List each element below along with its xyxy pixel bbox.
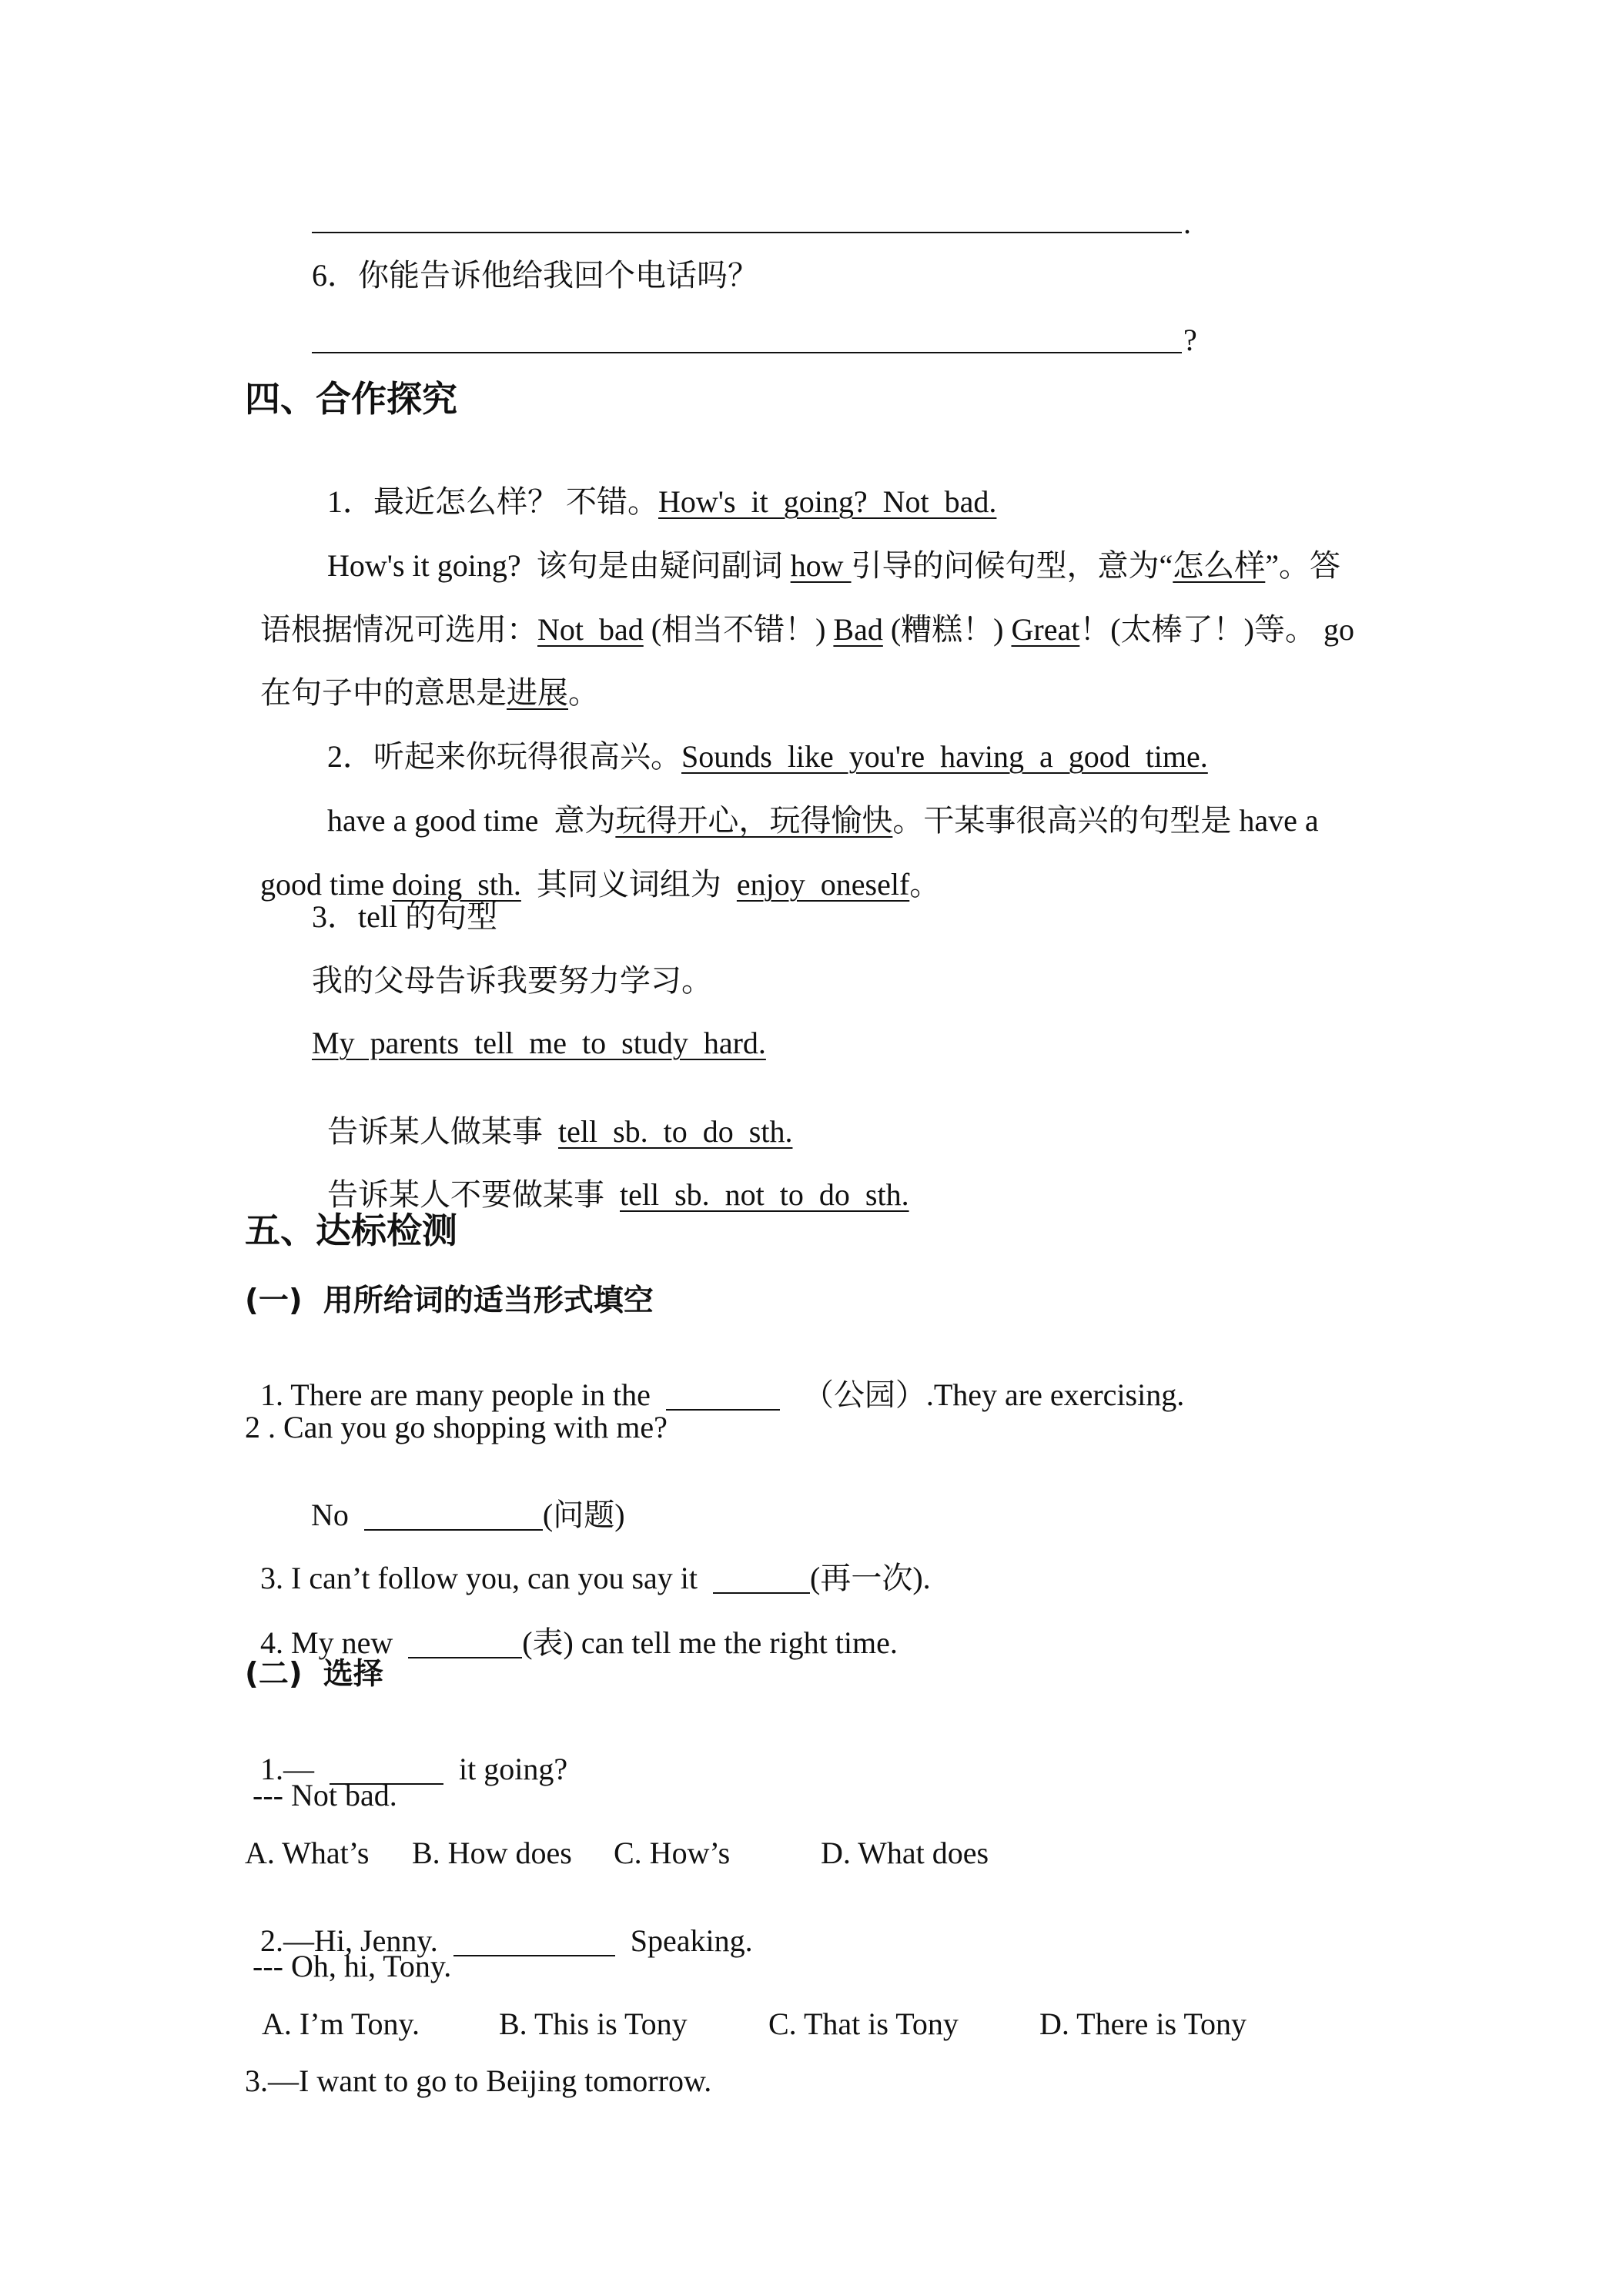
choice-question-3: 3.—I want to go to Beijing tomorrow.	[245, 2063, 712, 2098]
point-3-label: 3．tell 的句型	[312, 899, 498, 934]
point-1-explain-a: How's it going? 该句是由疑问副词 how 引导的问候句型，意为“怎么样”。答	[327, 548, 1341, 583]
fill-question-2-answer: No (问题)	[311, 1498, 625, 1532]
fill-blank-2[interactable]	[364, 1503, 543, 1531]
choice-question-1-reply: --- Not bad.	[253, 1778, 397, 1812]
section-4-title: 四、合作探究	[245, 378, 457, 420]
choice-1-option-b[interactable]: B. How does	[412, 1836, 572, 1870]
point-1-label: 1．最近怎么样？ 不错。	[327, 484, 658, 519]
choice-question-2-reply: --- Oh, hi, Tony.	[253, 1949, 452, 1983]
point-2-answer: Sounds like you're having a good time.	[681, 739, 1208, 774]
fill-question-2: 2 . Can you go shopping with me?	[245, 1410, 668, 1444]
point-1	[312, 456, 996, 517]
subsection-1-title: (一) 用所给词的适当形式填空	[245, 1284, 654, 1318]
answer-line-1[interactable]	[312, 232, 1182, 233]
choice-1-option-c[interactable]: C. How’s	[614, 1836, 731, 1870]
fill-blank-1[interactable]	[666, 1383, 780, 1411]
answer-line-2-end: ?	[1183, 323, 1197, 357]
answer-line-2[interactable]	[312, 352, 1182, 353]
subsection-2-title: (二) 选择	[245, 1657, 383, 1692]
choice-2-option-a[interactable]: A. I’m Tony.	[262, 2006, 420, 2041]
choice-question-2: 2.—Hi, Jenny. Speaking.	[260, 1923, 753, 1958]
choice-2-option-c[interactable]: C. That is Tony	[768, 2006, 959, 2041]
choice-2-option-b[interactable]: B. This is Tony	[499, 2006, 688, 2041]
point-3-chinese: 我的父母告诉我要努力学习。	[312, 963, 712, 998]
choice-blank-2[interactable]	[453, 1929, 615, 1956]
point-3-pattern-2: 告诉某人不要做某事 tell sb. not to do sth.	[327, 1177, 909, 1212]
fill-question-3: 3. I can’t follow you, can you say it (再一次).	[260, 1561, 931, 1595]
choice-1-option-d[interactable]: D. What does	[821, 1836, 989, 1870]
point-2-label: 2．听起来你玩得很高兴。	[327, 739, 681, 774]
choice-2-option-d[interactable]: D. There is Tony	[1039, 2006, 1247, 2041]
choice-1-option-a[interactable]: A. What’s	[245, 1836, 370, 1870]
point-1-explain-c: 在句子中的意思是进展。	[260, 675, 599, 710]
point-2-explain-a: have a good time 意为玩得开心，玩得愉快。干某事很高兴的句型是 have a	[327, 803, 1319, 838]
answer-line-1-end: .	[1183, 206, 1191, 240]
fill-question-4: 4. My new (表) can tell me the right time.	[260, 1625, 898, 1660]
point-3-english: My parents tell me to study hard.	[312, 1026, 766, 1060]
point-3-pattern-1: 告诉某人做某事 tell sb. to do sth.	[327, 1114, 793, 1149]
choice-question-1: 1.— it going?	[260, 1752, 568, 1786]
point-1-answer: How's it going? Not bad.	[658, 484, 997, 519]
point-1-explain-b: 语根据情况可选用：Not bad (相当不错！) Bad (糟糕！) Great！(太棒了！)等。 go	[260, 612, 1354, 647]
section-5-title: 五、达标检测	[245, 1210, 457, 1251]
fill-blank-3[interactable]	[713, 1566, 810, 1594]
point-2	[312, 711, 1208, 772]
fill-question-1: 1. There are many people in the （公园）.They are exercising.	[260, 1377, 1185, 1412]
fill-blank-4[interactable]	[408, 1631, 522, 1658]
point-2-explain-b: good time doing sth. 其同义词组为 enjoy oneself。	[260, 867, 941, 902]
question-6: 6．你能告诉他给我回个电话吗？	[312, 258, 758, 293]
